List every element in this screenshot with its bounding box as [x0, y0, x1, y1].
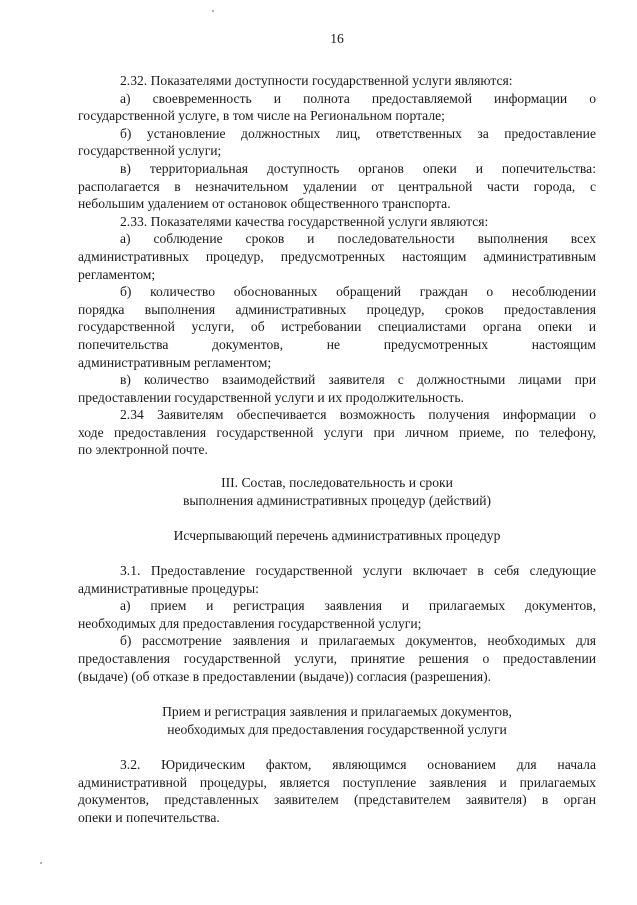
text-line: административной процедуры, является поступление заявления и прилагаемых: [78, 774, 596, 790]
text-line: располагается в незначительном удалении от центральной части города, с: [78, 178, 596, 194]
text-line: государственной услуги;: [78, 143, 222, 159]
section-2-indicators: [78, 72, 596, 459]
text-line: 3.2. Юридическим фактом, являющимся основанием для начала: [120, 757, 596, 772]
text-line: небольшим удалением от остановок общественного транспорта.: [78, 196, 451, 212]
text-line: а) соблюдение сроков и последовательности выполнения всех: [120, 231, 596, 247]
text-line: в) территориальная доступность органов опеки и попечительства:: [120, 160, 596, 176]
heading-line: выполнения административных процедур (действий): [182, 492, 492, 508]
heading-line: необходимых для предоставления государственной услуги: [167, 721, 507, 737]
text-line: административным регламентом;: [78, 354, 272, 370]
text-line: необходимых для предоставления государственной услуги;: [78, 615, 422, 631]
text-line: а) прием и регистрация заявления и прилагаемых документов,: [120, 598, 596, 614]
text-line: порядка выполнения административных процедур, сроков предоставления: [78, 301, 596, 317]
text-line: административные процедуры:: [78, 580, 259, 596]
text-line: государственной услуги, об истребовании специалистами органа опеки и: [78, 319, 596, 335]
text-line: 3.1. Предоставление государственной услуги включает в себя следующие: [120, 563, 596, 578]
text-line: предоставлении государственной услуги и их продолжительность.: [78, 389, 464, 405]
text-line: б) количество обоснованных обращений граждан о несоблюдении: [120, 284, 596, 300]
text-line: 2.34 Заявителям обеспечивается возможность получения информации о: [120, 407, 596, 423]
scan-speck: [212, 10, 214, 12]
heading-line: III. Состав, последовательность и сроки: [221, 475, 453, 490]
paragraph-3-2: [78, 756, 596, 826]
text-line: ходе предоставления государственной услуги при личном приеме, по телефону,: [78, 424, 596, 440]
section-3-heading: [78, 474, 596, 509]
text-line: в) количество взаимодействий заявителя с должностными лицами при: [120, 372, 596, 388]
reception-heading: [78, 703, 596, 738]
heading-line: Прием и регистрация заявления и прилагаемых документов,: [162, 704, 512, 719]
text-line: (выдаче) (об отказе в предоставлении (выдаче)) согласия (разрешения).: [78, 668, 492, 684]
text-line: 2.32. Показателями доступности государственной услуги являются:: [120, 73, 513, 88]
text-line: административных процедур, предусмотренных настоящим административным: [78, 248, 596, 264]
text-line: регламентом;: [78, 266, 156, 282]
scan-speck: [40, 862, 42, 864]
text-line: предоставления государственной услуги, принятие решения о предоставлении: [78, 650, 596, 666]
text-line: по электронной почте.: [78, 442, 208, 458]
text-line: б) установление должностных лиц, ответственных за предоставление: [120, 125, 596, 141]
text-line: попечительства документов, не предусмотренных настоящим: [78, 336, 596, 352]
text-line: а) своевременность и полнота предоставляемой информации о: [120, 90, 596, 106]
text-line: б) рассмотрение заявления и прилагаемых документов, необходимых для: [120, 633, 596, 649]
page-number: 16: [330, 31, 344, 46]
text-line: 2.33. Показателями качества государственной услуги являются:: [120, 213, 489, 229]
text-line: государственной услуге, в том числе на Региональном портале;: [78, 108, 445, 124]
text-line: опеки и попечительства.: [78, 809, 220, 825]
paragraph-3-1: [78, 562, 596, 685]
text-line: документов, представленных заявителем (представителем заявителя) в орган: [78, 792, 596, 808]
list-heading: [78, 527, 596, 545]
heading-line: Исчерпывающий перечень административных процедур: [173, 528, 501, 543]
